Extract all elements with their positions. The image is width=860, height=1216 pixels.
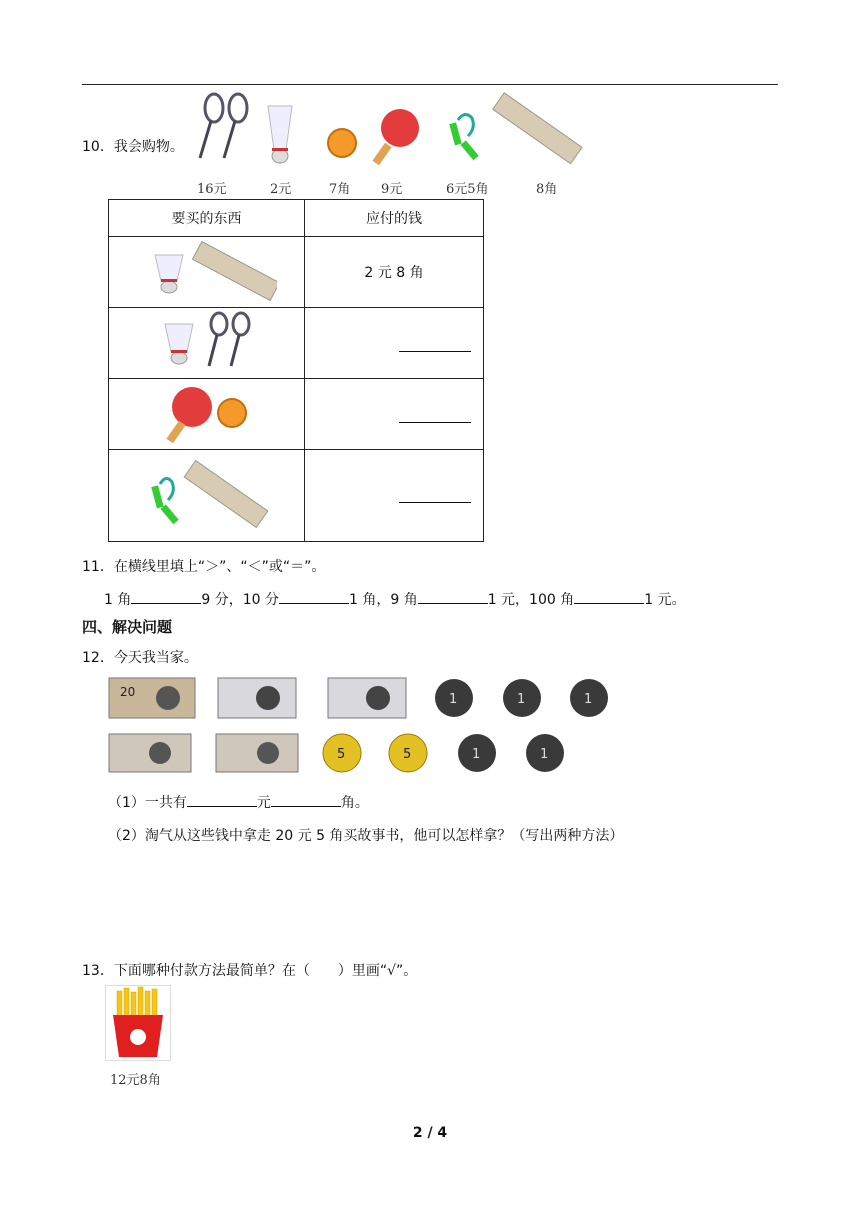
ruler-icon — [493, 93, 582, 164]
q11-blank[interactable] — [418, 589, 488, 604]
coin-1-jiao-icon — [458, 734, 496, 772]
shopping-table — [108, 199, 484, 542]
french-fries-icon — [105, 985, 171, 1061]
row-answer[interactable] — [305, 379, 484, 450]
q12-part1-text: 元 — [256, 795, 271, 811]
q12-part1-text: （1）一共有 — [108, 795, 187, 811]
coin-5-jiao-icon — [389, 734, 427, 772]
section-heading: 四、解决问题 — [82, 618, 173, 636]
coin-1-jiao-icon — [526, 734, 564, 772]
table-row — [109, 237, 484, 308]
yuan-blank[interactable] — [187, 792, 257, 807]
row-items — [109, 379, 305, 450]
svg-text:1: 1 — [540, 747, 549, 762]
fries-price: 12元8角 — [110, 1073, 161, 1088]
row-items — [109, 308, 305, 379]
price-jump-rope: 6元5角 — [446, 182, 489, 197]
banknote-1-icon — [218, 678, 296, 718]
svg-text:1: 1 — [584, 692, 593, 707]
q11-part: 9 分，10 分 — [201, 592, 279, 608]
price-ball: 7角 — [329, 182, 351, 197]
table-header-items: 要买的东西 — [109, 200, 305, 237]
price-ruler: 8角 — [536, 182, 558, 197]
coin-5-jiao-icon — [323, 734, 361, 772]
jiao-blank[interactable] — [271, 792, 341, 807]
paddle-ball-icon — [152, 381, 262, 443]
q11-line — [104, 589, 686, 609]
price-paddle: 9元 — [381, 182, 403, 197]
banknote-5-icon — [109, 734, 191, 772]
header-rule — [82, 84, 778, 85]
q12-part1-text: 角。 — [340, 795, 369, 811]
q12-part2: （2）淘气从这些钱中拿走 20 元 5 角买故事书，他可以怎样拿？（写出两种方法） — [108, 828, 624, 844]
price-rackets: 16元 — [197, 182, 227, 197]
shuttlecock-rackets-icon — [147, 310, 267, 372]
shuttlecock-ruler-icon — [137, 239, 277, 301]
row-items — [109, 450, 305, 542]
badminton-rackets-icon — [200, 94, 247, 158]
q11-part: 1 角，9 角 — [348, 592, 418, 608]
q10-title: 10．我会购物。 — [82, 139, 184, 155]
q13-title: 13．下面哪种付款方法最简单？在（ ）里画“√”。 — [82, 963, 418, 979]
table-row — [109, 450, 484, 542]
table-row — [109, 379, 484, 450]
coin-1-jiao-icon — [503, 679, 541, 717]
coin-1-jiao-icon — [435, 679, 473, 717]
banknote-1-icon — [328, 678, 406, 718]
row-answer[interactable] — [305, 450, 484, 542]
svg-text:20: 20 — [120, 685, 136, 699]
svg-text:5: 5 — [337, 747, 346, 762]
banknote-5-icon — [216, 734, 298, 772]
money-image — [108, 674, 618, 776]
svg-text:1: 1 — [472, 747, 481, 762]
q11-title: 11．在横线里填上“＞”、“＜”或“＝”。 — [82, 559, 326, 575]
svg-text:1: 1 — [517, 692, 526, 707]
coin-1-jiao-icon — [570, 679, 608, 717]
table-row — [109, 308, 484, 379]
svg-text:1: 1 — [449, 692, 458, 707]
shuttlecock-icon — [268, 106, 292, 163]
q11-blank[interactable] — [279, 589, 349, 604]
svg-text:5: 5 — [403, 747, 412, 762]
q11-blank[interactable] — [574, 589, 644, 604]
table-header-cost: 应付的钱 — [305, 200, 484, 237]
answer-blank[interactable] — [399, 422, 471, 423]
price-shuttlecock: 2元 — [270, 182, 292, 197]
jump-rope-ruler-icon — [142, 454, 272, 534]
row-answer: 2 元 8 角 — [305, 237, 484, 308]
q11-part: 1 角 — [104, 592, 132, 608]
jump-rope-icon — [449, 114, 478, 160]
banknote-20-icon — [109, 678, 195, 718]
ping-pong-paddle-icon — [372, 109, 419, 165]
q12-part1 — [108, 792, 369, 812]
page-number: 2 / 4 — [412, 1125, 448, 1141]
answer-blank[interactable] — [399, 351, 471, 352]
q12-title: 12．今天我当家。 — [82, 650, 198, 666]
row-answer[interactable] — [305, 308, 484, 379]
answer-blank[interactable] — [399, 502, 471, 503]
q11-part: 1 元。 — [644, 592, 686, 608]
row-items — [109, 237, 305, 308]
q11-part: 1 元，100 角 — [487, 592, 575, 608]
q11-blank[interactable] — [131, 589, 201, 604]
ping-pong-ball-icon — [328, 129, 356, 157]
